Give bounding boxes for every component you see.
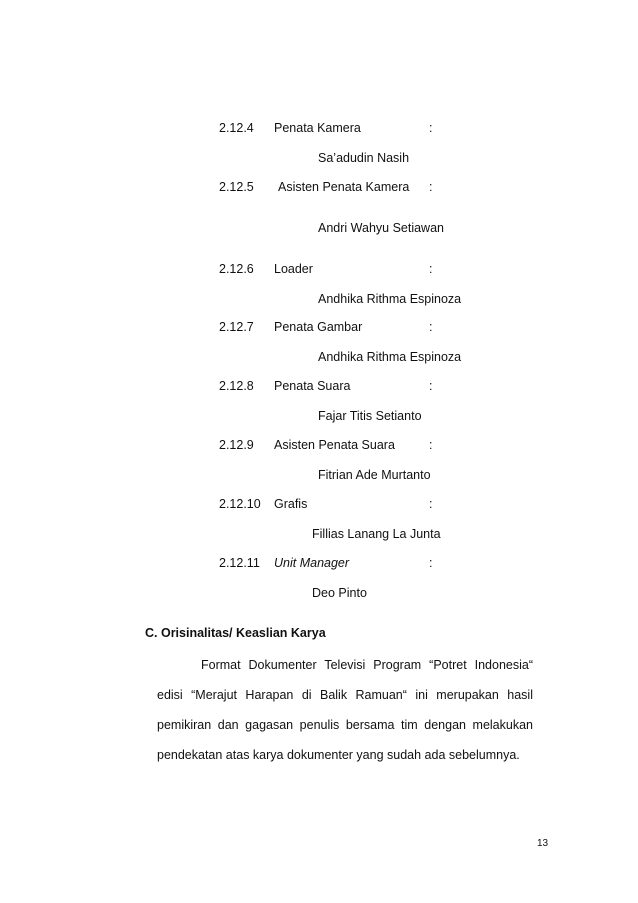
entry-number: 2.12.5: [219, 180, 254, 194]
entry-colon: :: [429, 262, 433, 276]
entry-colon: :: [429, 497, 433, 511]
entry-number: 2.12.9: [219, 438, 254, 452]
entry-person: Deo Pinto: [312, 586, 367, 600]
entry-person: Fajar Titis Setianto: [318, 409, 422, 423]
paragraph-line: edisi “Merajut Harapan di Balik Ramuan“ ini merupakan hasil: [157, 688, 533, 702]
entry-number: 2.12.8: [219, 379, 254, 393]
entry-person: Fillias Lanang La Junta: [312, 527, 441, 541]
entry-role: Grafis: [274, 497, 308, 511]
paragraph-line: pemikiran dan gagasan penulis bersama tim dengan melakukan: [157, 718, 533, 732]
entry-person: Andhika Rithma Espinoza: [318, 350, 462, 364]
entry-person: Andhika Rithma Espinoza: [318, 292, 462, 306]
entry-role: Asisten Penata Kamera: [278, 180, 410, 194]
entry-number: 2.12.6: [219, 262, 254, 276]
entry-role: Penata Kamera: [274, 121, 361, 135]
entry-person: Sa’adudin Nasih: [318, 151, 410, 165]
entry-number: 2.12.7: [219, 320, 254, 334]
entry-number: 2.12.10: [219, 497, 261, 511]
entry-number: 2.12.11: [219, 556, 260, 570]
entry-colon: :: [429, 438, 433, 452]
entry-colon: :: [429, 379, 433, 393]
entry-colon: :: [429, 121, 433, 135]
paragraph-line: Format Dokumenter Televisi Program “Potret Indonesia“: [201, 658, 533, 672]
paragraph-line: pendekatan atas karya dokumenter yang sudah ada sebelumnya.: [157, 748, 520, 762]
entry-role: Unit Manager: [274, 556, 350, 570]
entry-role: Penata Gambar: [274, 320, 363, 334]
entry-person: Fitrian Ade Murtanto: [318, 468, 431, 482]
section-heading: C. Orisinalitas/ Keaslian Karya: [145, 626, 326, 640]
entry-colon: :: [429, 556, 433, 570]
page-number: 13: [537, 838, 549, 849]
entry-role: Penata Suara: [274, 379, 351, 393]
entry-colon: :: [429, 180, 433, 194]
entry-role: Asisten Penata Suara: [274, 438, 395, 452]
entry-number: 2.12.4: [219, 121, 254, 135]
entry-role: Loader: [274, 262, 313, 276]
entry-person: Andri Wahyu Setiawan: [318, 221, 444, 235]
entry-colon: :: [429, 320, 433, 334]
